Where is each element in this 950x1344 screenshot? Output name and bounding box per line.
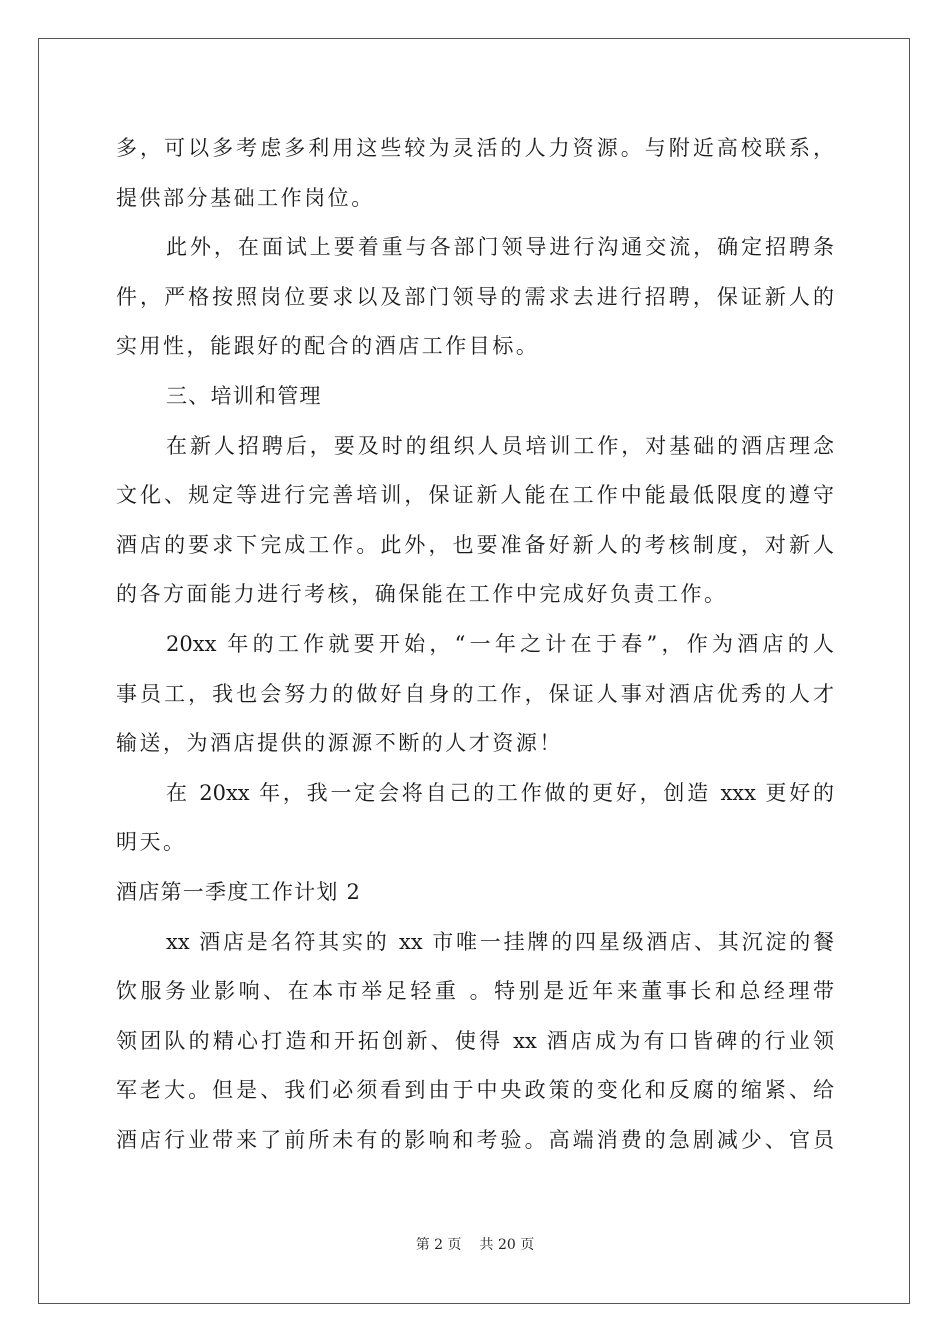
page-number-current: 第 2 页 [415, 1237, 462, 1253]
paragraph-line: 20xx 年的工作就要开始，“一年之计在于春”，作为酒店的人 [166, 631, 834, 656]
paragraph-line: 酒店的要求下完成工作。此外，也要准备好新人的考核制度，对新人 [116, 532, 834, 557]
paragraph-line: 件，严格按照岗位要求以及部门领导的需求去进行招聘，保证新人的 [116, 284, 834, 309]
paragraph-line: 多，可以多考虑多利用这些较为灵活的人力资源。与附近高校联系， [116, 136, 834, 160]
paragraph-line: 此外，在面试上要着重与各部门领导进行沟通交流，确定招聘条 [166, 235, 834, 260]
page-footer [0, 1234, 950, 1254]
document-body [116, 124, 834, 1165]
paragraph-line: 的各方面能力进行考核，确保能在工作中完成好负责工作。 [116, 582, 728, 607]
paragraph-line: 领团队的精心打造和开拓创新、使得 xx 酒店成为有口皆碑的行业领 [116, 1028, 834, 1053]
paragraph-line: 文化、规定等进行完善培训，保证新人能在工作中能最低限度的遵守 [116, 483, 834, 508]
paragraph-line: 明天。 [116, 830, 187, 855]
paragraph-line: xx 酒店是名符其实的 xx 市唯一挂牌的四星级酒店、其沉淀的餐 [166, 929, 834, 954]
page-number-total: 共 20 页 [479, 1237, 535, 1253]
paragraph-line: 在 20xx 年，我一定会将自己的工作做的更好，创造 xxx 更好的 [166, 780, 834, 805]
paragraph-line: 提供部分基础工作岗位。 [116, 185, 375, 210]
document-title: 酒店第一季度工作计划 2 [116, 879, 362, 904]
paragraph-line: 饮服务业影响、在本市举足轻重 。特别是近年来董事长和总经理带 [116, 979, 834, 1004]
section-heading: 三、培训和管理 [166, 383, 322, 408]
paragraph-line: 实用性，能跟好的配合的酒店工作目标。 [116, 334, 540, 359]
paragraph-line: 事员工，我也会努力的做好自身的工作，保证人事对酒店优秀的人才 [116, 681, 834, 706]
paragraph-line: 军老大。但是、我们必须看到由于中央政策的变化和反腐的缩紧、给 [116, 1078, 834, 1103]
paragraph-line: 输送，为酒店提供的源源不断的人才资源！ [116, 731, 563, 756]
paragraph-line: 酒店行业带来了前所未有的影响和考验。高端消费的急剧减少、官员 [116, 1127, 834, 1152]
paragraph-line: 在新人招聘后，要及时的组织人员培训工作，对基础的酒店理念 [166, 433, 834, 458]
